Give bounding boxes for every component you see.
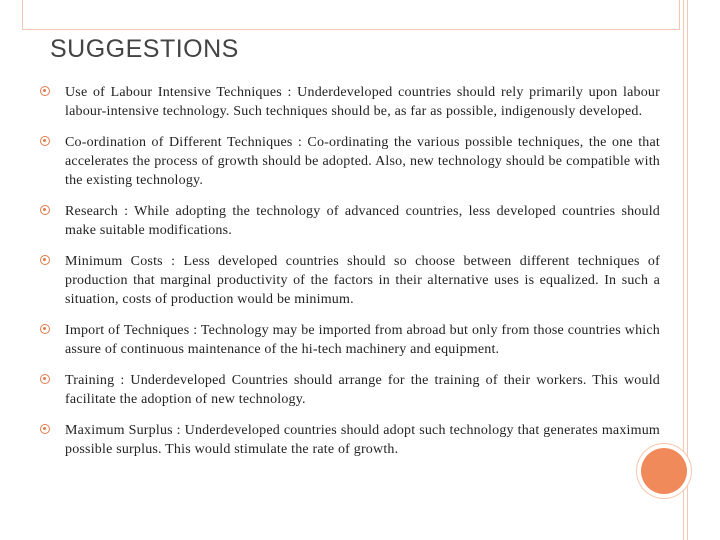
list-item-text: Maximum Surplus : Underdeveloped countries should adopt such technology that generates maximum possible surplus. This would stimulate the rate of growth. (65, 423, 660, 457)
list-item-text: Co-ordination of Different Techniques : Co-ordinating the various possible techniques, the one that accelerates the process of growth should be adopted. Also, new technology should be compatible with the existing technology. (65, 135, 660, 188)
circle-bullet-icon (40, 205, 50, 215)
rail-line-right (687, 0, 688, 540)
list-item (40, 421, 660, 459)
circle-bullet-icon (40, 374, 50, 384)
circle-bullet-icon (40, 255, 50, 265)
list-item (40, 371, 660, 409)
list-item-text: Use of Labour Intensive Techniques : Underdeveloped countries should rely primarily upon labour labour-intensive technology. Such techniques should be, as far as possible, indigenously developed. (65, 85, 660, 119)
circle-bullet-icon (40, 424, 50, 434)
suggestion-list (40, 83, 660, 471)
slide-frame-top (22, 0, 680, 30)
list-item-text: Minimum Costs : Less developed countries should so choose between different techniques of production that marginal productivity of the factors in their alternative uses is equalized. In such a situation, costs of production would be minimum. (65, 254, 660, 307)
list-item (40, 202, 660, 240)
list-item (40, 321, 660, 359)
circle-bullet-icon (40, 86, 50, 96)
list-item (40, 252, 660, 309)
slide-title: SUGGESTIONS (50, 35, 239, 63)
list-item (40, 133, 660, 190)
list-item (40, 83, 660, 121)
list-item-text: Import of Techniques : Technology may be imported from abroad but only from those countries which assure of continuous maintenance of the hi-tech machinery and equipment. (65, 323, 660, 357)
list-item-text: Training : Underdeveloped Countries should arrange for the training of their workers. This would facilitate the adoption of new technology. (65, 373, 660, 407)
list-item-text: Research : While adopting the technology of advanced countries, less developed countries should make suitable modifications. (65, 204, 660, 238)
circle-bullet-icon (40, 324, 50, 334)
circle-bullet-icon (40, 136, 50, 146)
